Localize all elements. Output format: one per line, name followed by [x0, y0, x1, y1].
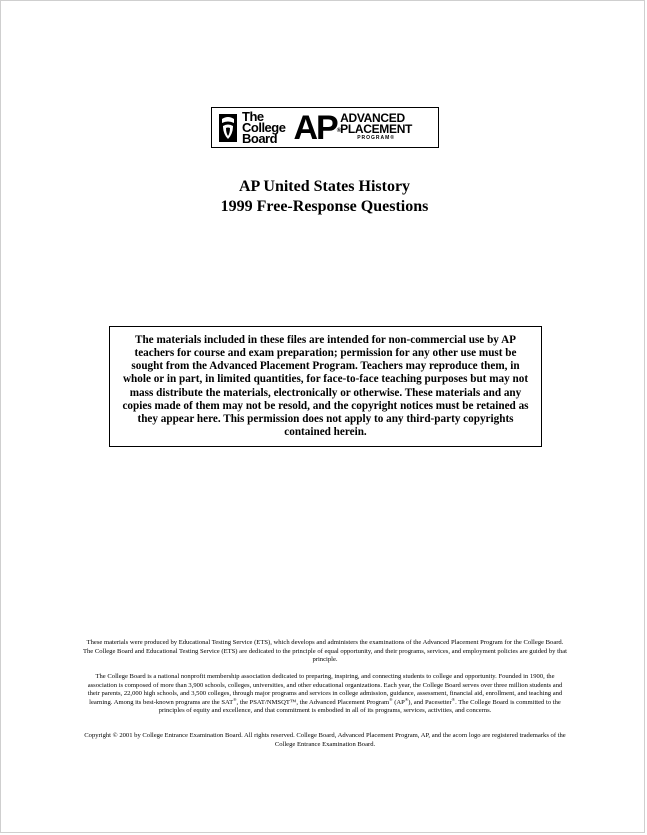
footer-ets-paragraph: These materials were produced by Educational Testing Service (ETS), which develops and administers the examinations of the Advanced Placement Program for the College Board. The College Board and Educational Testing Service (ETS) are dedicated to the principle of equal opportunity, and their programs, services, and employment policies are guided by that principle.: [82, 639, 568, 664]
footer-p2-part-c: (AP: [392, 698, 405, 706]
footer-p2-part-d: ), and Pacesetter: [408, 698, 452, 706]
ap-line3: PROGRAM®: [357, 135, 395, 141]
footer-p2-part-a: The College Board is a national nonprofit membership association dedicated to preparing, inspiring, and connecting students to college and opportunity. Founded in 1900, the association is composed of more than 3,900 schools, colleges, universities, and other educational organizations. Each year, the College Board serves over three million students and their parents, 22,000 high schools, and 3,500 colleges, through major programs and services in college admission, guidance, assessment, financial aid, enrollment, and teaching and learning. Among its best-known programs are the SAT: [87, 673, 563, 706]
footer-p2-part-b: , the PSAT/NMSQT™, the Advanced Placement Program: [236, 698, 390, 706]
footer-p2-part-e: . The College Board is committed to the principles of equity and excellence, and that commitment is embodied in all of its programs, services, activities, and concerns.: [158, 698, 561, 715]
footer-copyright: Copyright © 2001 by College Entrance Examination Board. All rights reserved. College Board, Advanced Placement Program, AP, and the acorn logo are registered trademarks of the College Entrance Examination Board.: [84, 732, 566, 748]
registered-mark: ®: [389, 696, 393, 702]
ap-line2: PLACEMENT: [340, 122, 413, 136]
footer-college-board-paragraph: [81, 673, 569, 716]
usage-notice-box: [109, 326, 542, 447]
usage-notice-text: The materials included in these files are intended for non-commercial use by AP teachers for course and exam preparation; permission for any other use must be sought from the Advanced Placement Program. Teachers may reproduce them, in whole or in part, in limited quantities, for face-to-face teaching purposes but may not mass distribute the materials, electronically or otherwise. These materials and any copies made of them may not be resold, and the copyright notices must be retained as they appear here. This permission does not apply to any third-party copyrights contained herein.: [122, 334, 529, 438]
document-subtitle: 1999 Free-Response Questions: [220, 198, 429, 215]
advanced-placement-wordmark: [340, 113, 412, 142]
registered-mark: ®: [233, 696, 237, 702]
ap-registered-mark: ®: [336, 127, 340, 134]
ap-letters: AP: [293, 108, 337, 147]
registered-mark: ®: [404, 696, 409, 702]
acorn-logo-icon: [217, 112, 239, 144]
college-board-line3: Board: [242, 131, 278, 146]
college-board-line1: The: [242, 109, 264, 124]
college-board-line2: College: [242, 120, 286, 135]
college-board-ap-logo: [211, 107, 439, 148]
registered-mark: ®: [451, 696, 456, 702]
college-board-wordmark: [242, 111, 285, 144]
ap-wordmark: [293, 108, 340, 147]
document-title: AP United States History: [238, 178, 411, 195]
ap-line1: ADVANCED: [340, 111, 405, 125]
